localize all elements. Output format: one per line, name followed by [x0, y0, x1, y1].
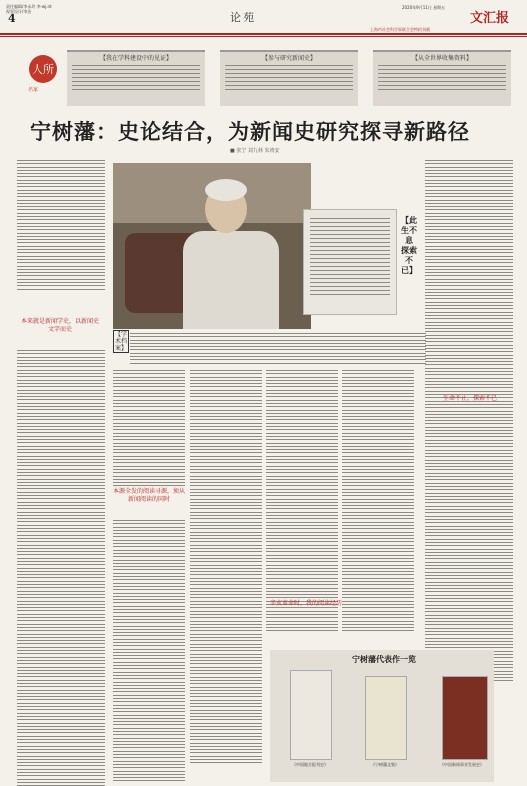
teaser-title: 【我在学科建设中的见证】 — [99, 55, 172, 62]
book-cover — [290, 670, 332, 760]
teaser-text — [225, 65, 353, 90]
column-logo: 人所 — [29, 55, 57, 83]
quote-box — [303, 209, 397, 315]
page-number: 4 — [8, 12, 16, 25]
book-cover — [442, 676, 488, 760]
teaser-box — [220, 50, 358, 106]
article-column — [113, 520, 185, 784]
byline: ■ 张宁 刘九林 朱靖安 — [230, 148, 280, 154]
article-column — [17, 160, 105, 292]
pull-quote: 本源全发的阅读寻源，须从新闻阅读的同时 — [113, 488, 186, 503]
sidebox-title: 宁树藩代表作一览 — [352, 654, 416, 664]
divider — [0, 36, 527, 37]
article-column — [425, 160, 513, 424]
section-tag: 【学术档案】 — [114, 331, 127, 352]
book-caption: 《中国新闻事业发展史》 — [440, 762, 484, 767]
teaser-box — [67, 50, 205, 106]
masthead — [0, 0, 527, 30]
portrait-photo — [113, 163, 311, 329]
pull-quote: 本来就是新闻学史，以新闻史文字而史 — [20, 318, 99, 333]
issue-date: 2020年9月11日 星期五 — [402, 5, 446, 10]
book-caption: 《宁树藩文集》 — [371, 762, 399, 767]
article-column — [342, 370, 414, 634]
article-column — [425, 420, 513, 684]
divider — [0, 33, 527, 35]
quote-vertical: 【此生不息 探索不已】 — [401, 215, 417, 275]
article-column — [113, 370, 185, 489]
pull-quote: 辛亥革命时，我的阅读经历 — [270, 600, 343, 607]
column-logo-sub: 名家 — [28, 87, 39, 93]
masthead-subtitle: 上海市社会科学界联合会特约刊载 — [370, 27, 430, 32]
pull-quote: 生命不止，探索不已 — [442, 395, 497, 402]
photo-caption — [130, 333, 426, 363]
credit-line: 责任编辑/李永玲 李·wj.nt — [6, 4, 52, 9]
teaser-title: 【从全世界收集资料】 — [411, 55, 472, 62]
teaser-box — [373, 50, 511, 106]
book-caption: 《中国地方报刊史》 — [292, 762, 328, 767]
brand-logo: 文汇报 — [470, 11, 510, 26]
section-title: 论苑 — [230, 11, 256, 24]
headline: 宁树藩：史论结合，为新闻史研究探寻新路径 — [30, 119, 470, 144]
teaser-text — [378, 65, 506, 90]
book-cover — [365, 676, 407, 760]
article-column — [190, 370, 262, 766]
article-column — [17, 350, 105, 786]
teaser-text — [72, 65, 200, 90]
credit-line: 视觉设计/李洁 — [6, 9, 32, 14]
teaser-title: 【参与研究新闻史】 — [261, 55, 316, 62]
representative-works-box — [270, 650, 494, 782]
article-column — [266, 370, 338, 634]
